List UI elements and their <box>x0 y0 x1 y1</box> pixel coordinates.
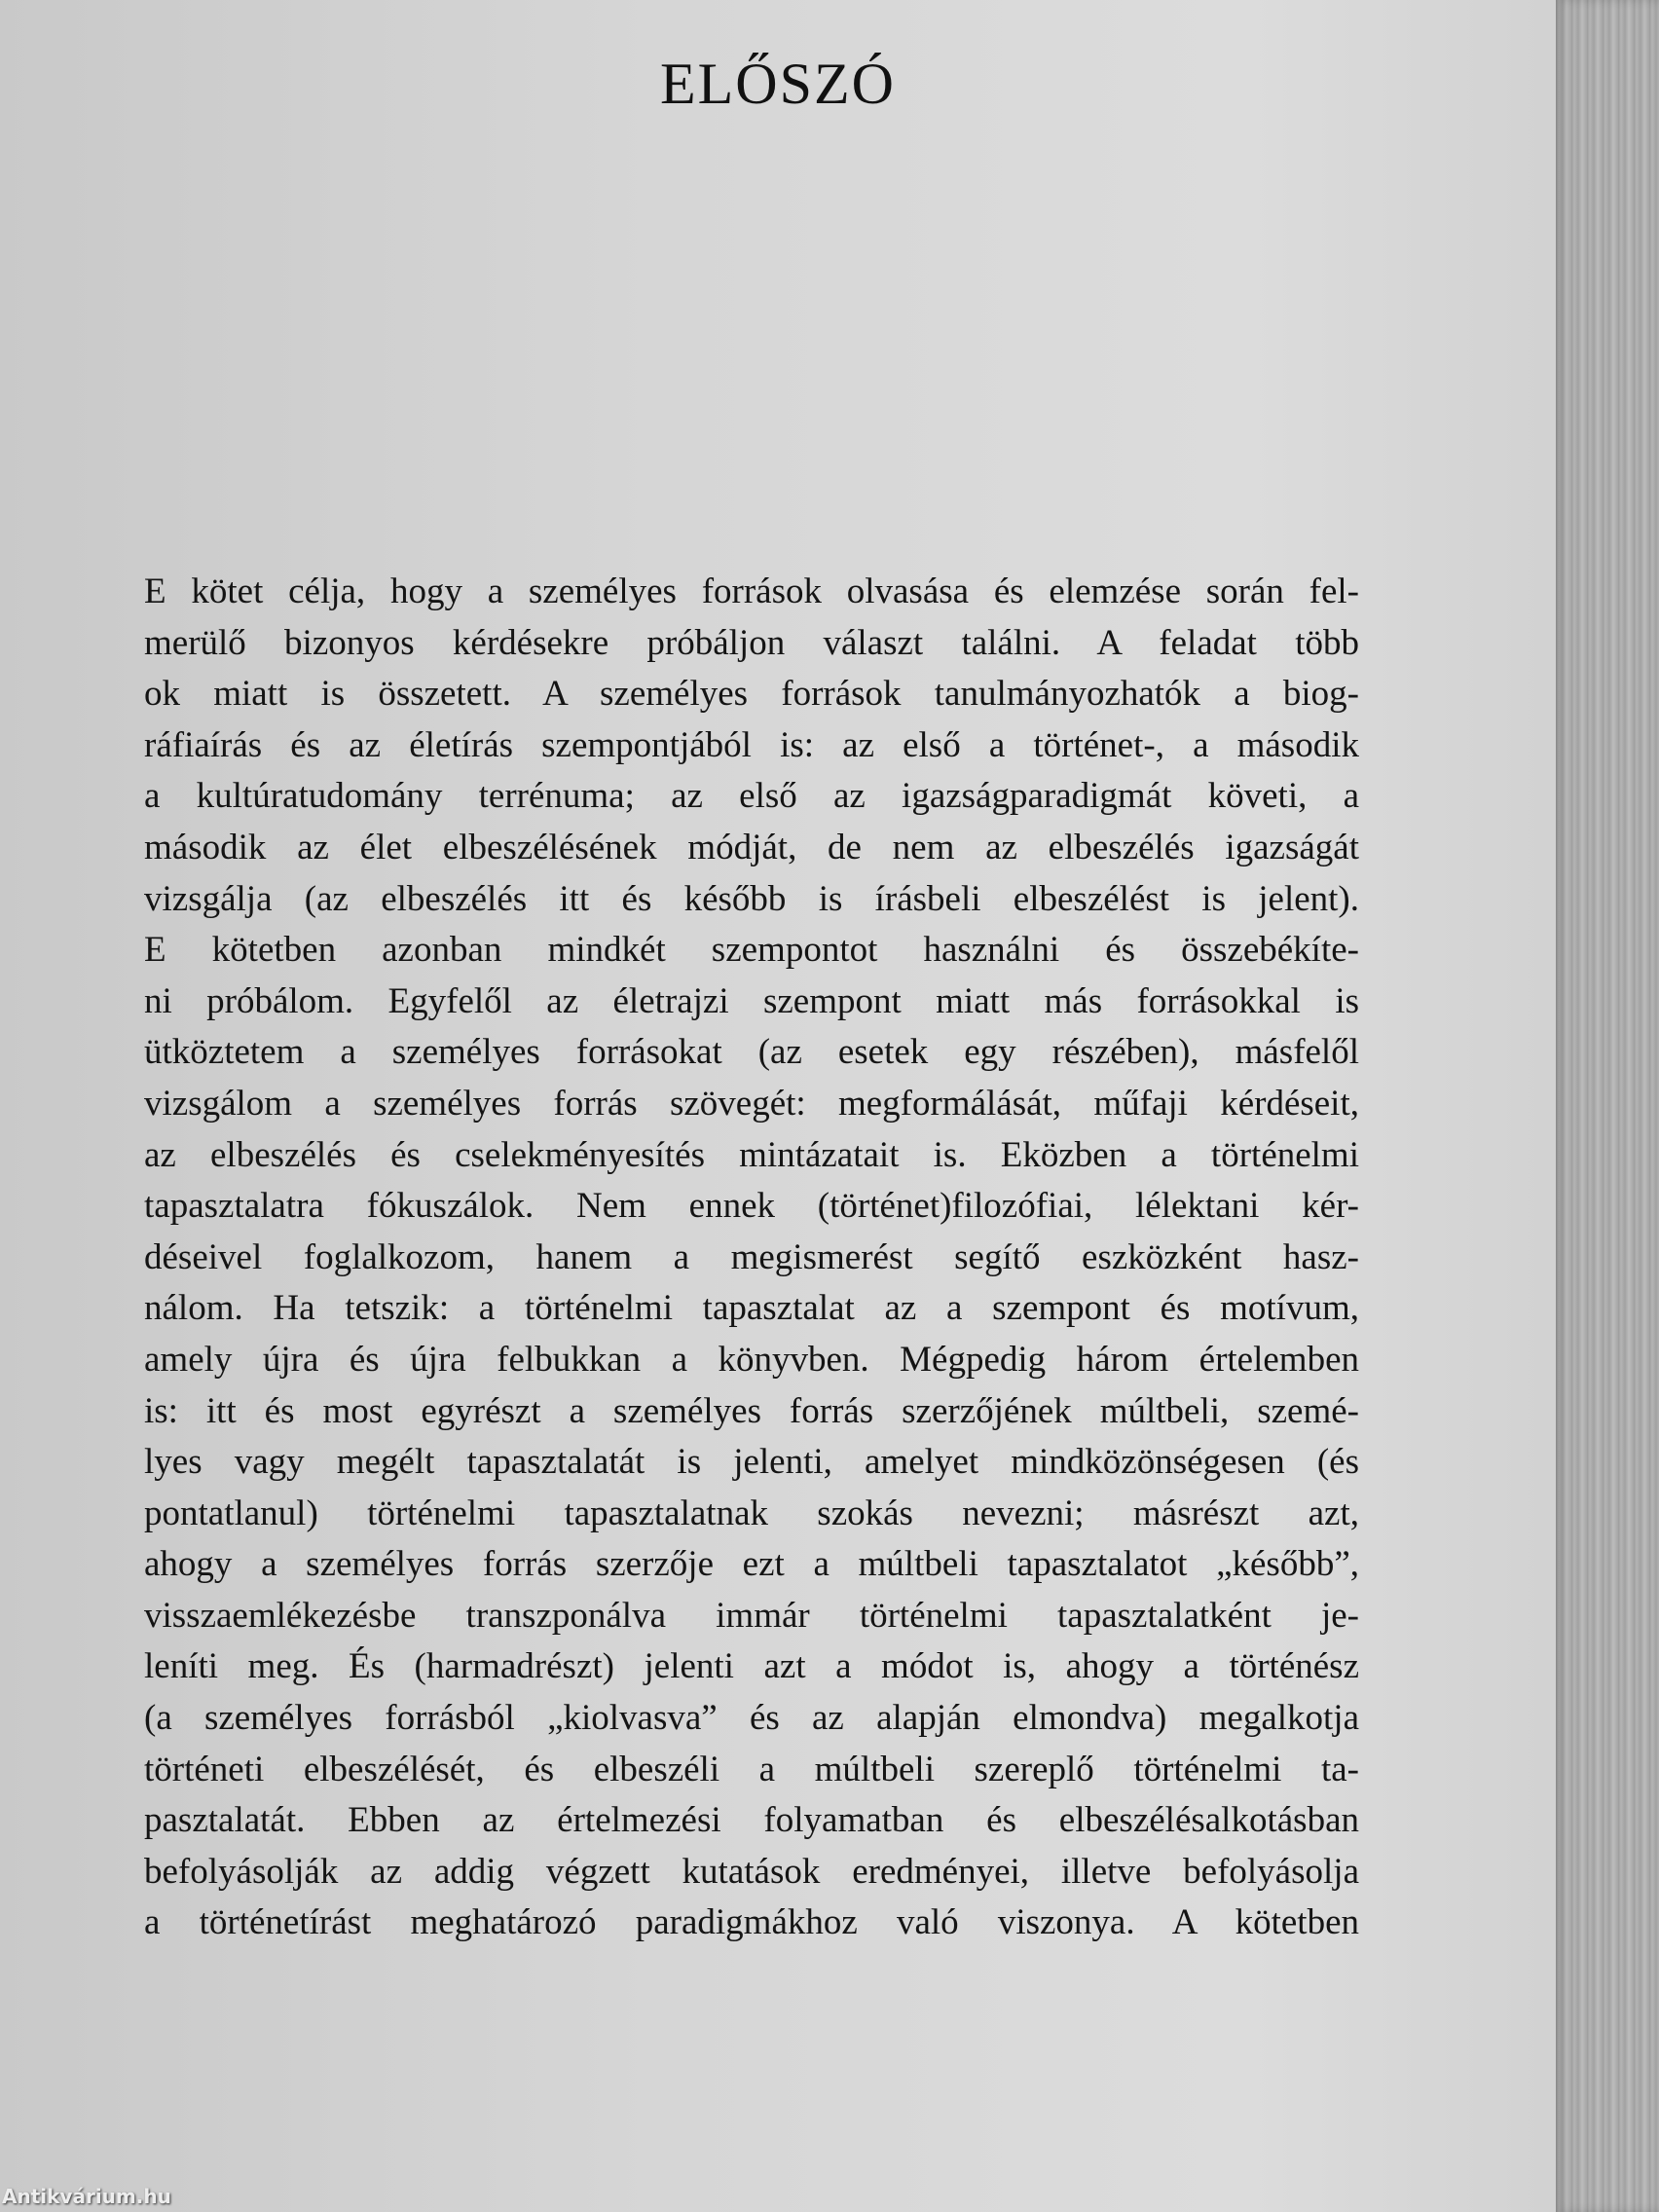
text-line: is: itt és most egyrészt a személyes forrás szerzőjének múltbeli, szemé- <box>144 1390 1359 1431</box>
text-line: vizsgálja (az elbeszélés itt és később is írásbeli elbeszélést is jelent). <box>144 878 1359 919</box>
text-line: leníti meg. És (harmadrészt) jelenti azt a módot is, ahogy a történész <box>144 1646 1359 1687</box>
text-line: vizsgálom a személyes forrás szövegét: megformálását, műfaji kérdéseit, <box>144 1083 1359 1124</box>
text-line: befolyásolják az addig végzett kutatások eredményei, illetve befolyásolja <box>144 1851 1359 1892</box>
text-line: pontatlanul) történelmi tapasztalatnak szokás nevezni; másrészt azt, <box>144 1493 1359 1533</box>
text-line: a történetírást meghatározó paradigmákhoz való viszonya. A kötetben <box>144 1902 1359 1943</box>
text-line: történeti elbeszélését, és elbeszéli a múltbeli szereplő történelmi ta- <box>144 1749 1359 1789</box>
watermark: Antikvárium.hu <box>2 2185 171 2208</box>
text-line: merülő bizonyos kérdésekre próbáljon választ találni. A feladat több <box>144 622 1359 663</box>
text-line: E kötet célja, hogy a személyes források olvasása és elemzése során fel- <box>144 571 1359 611</box>
text-line: pasztalatát. Ebben az értelmezési folyamatban és elbeszélésalkotásban <box>144 1800 1359 1841</box>
text-line: ahogy a személyes forrás szerzője ezt a múltbeli tapasztalatot „később”, <box>144 1544 1359 1585</box>
text-line: tapasztalatra fókuszálok. Nem ennek (történet)filozófiai, lélektani kér- <box>144 1186 1359 1227</box>
text-line: amely újra és újra felbukkan a könyvben. Mégpedig három értelemben <box>144 1339 1359 1380</box>
text-line: ok miatt is összetett. A személyes források tanulmányozhatók a biog- <box>144 674 1359 715</box>
text-line: E kötetben azonban mindkét szempontot használni és összebékíte- <box>144 930 1359 971</box>
book-page-edge <box>1556 0 1659 2212</box>
text-line: ütköztetem a személyes forrásokat (az esetek egy részében), másfelől <box>144 1032 1359 1073</box>
text-line: ni próbálom. Egyfelől az életrajzi szempont miatt más forrásokkal is <box>144 980 1359 1021</box>
text-line: déseivel foglalkozom, hanem a megismerést segítő eszközként hasz- <box>144 1236 1359 1277</box>
body-text <box>144 567 1359 1949</box>
text-line: (a személyes forrásból „kiolvasva” és az alapján elmondva) megalkotja <box>144 1698 1359 1739</box>
text-line: visszaemlékezésbe transzponálva immár történelmi tapasztalatként je- <box>144 1595 1359 1636</box>
page-title: ELŐSZÓ <box>660 52 896 116</box>
text-line: az elbeszélés és cselekményesítés mintázatait is. Eközben a történelmi <box>144 1134 1359 1175</box>
text-line: második az élet elbeszélésének módját, de nem az elbeszélés igazságát <box>144 827 1359 867</box>
text-line: lyes vagy megélt tapasztalatát is jelenti, amelyet mindközönségesen (és <box>144 1442 1359 1483</box>
text-line: nálom. Ha tetszik: a történelmi tapasztalat az a szempont és motívum, <box>144 1288 1359 1329</box>
text-line: ráfiaírás és az életírás szempontjából is: az első a történet-, a második <box>144 724 1359 765</box>
text-line: a kultúratudomány terrénuma; az első az igazságparadigmát követi, a <box>144 776 1359 817</box>
